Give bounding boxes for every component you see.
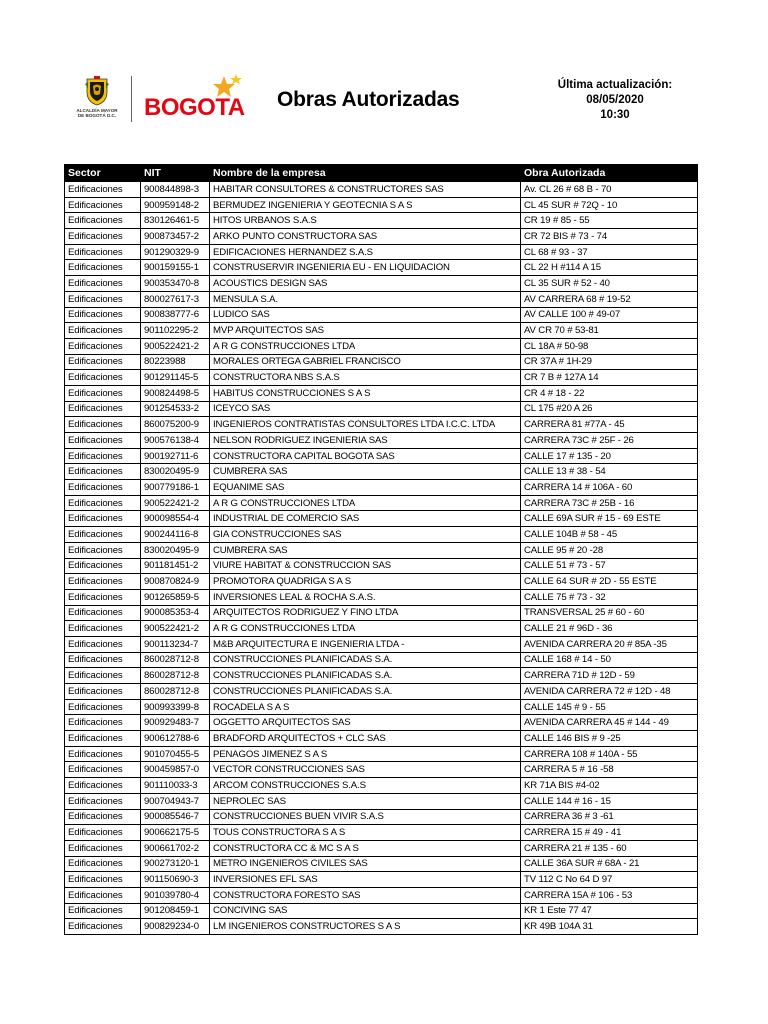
authorized-work-cell: CL 35 SUR # 52 - 40 (521, 276, 698, 292)
bogota-wordmark: BOGOTA (144, 94, 245, 121)
company-name-cell: METRO INGENIEROS CIVILES SAS (210, 856, 521, 872)
company-name-cell: CONSTRUCCIONES BUEN VIVIR S.A.S (210, 809, 521, 825)
nit-cell: 830126461-5 (141, 213, 210, 229)
nit-cell: 901110033-3 (141, 778, 210, 794)
authorized-work-cell: CL 18A # 50-98 (521, 338, 698, 354)
sector-cell: Edificaciones (65, 636, 141, 652)
authorized-work-cell: CARRERA 71D # 12D - 59 (521, 668, 698, 684)
nit-cell: 900459857-0 (141, 762, 210, 778)
table-row (65, 731, 698, 747)
sector-cell: Edificaciones (65, 887, 141, 903)
sector-cell: Edificaciones (65, 385, 141, 401)
sector-cell: Edificaciones (65, 919, 141, 935)
nit-cell: 901070455-5 (141, 746, 210, 762)
nit-cell: 900159155-1 (141, 260, 210, 276)
company-name-cell: EDIFICACIONES HERNANDEZ S.A.S (210, 244, 521, 260)
table-row (65, 684, 698, 700)
company-name-cell: LUDICO SAS (210, 307, 521, 323)
nit-cell: 900522421-2 (141, 621, 210, 637)
company-name-cell: CONSTRUCCIONES PLANIFICADAS S.A. (210, 652, 521, 668)
sector-cell: Edificaciones (65, 825, 141, 841)
company-name-cell: ARCOM CONSTRUCCIONES S.A.S (210, 778, 521, 794)
authorized-work-cell: TRANSVERSAL 25 # 60 - 60 (521, 605, 698, 621)
sector-cell: Edificaciones (65, 260, 141, 276)
authorized-work-cell: CARRERA 73C # 25B - 16 (521, 495, 698, 511)
company-name-cell: INVERSIONES LEAL & ROCHA S.A.S. (210, 589, 521, 605)
sector-cell: Edificaciones (65, 778, 141, 794)
table-row (65, 370, 698, 386)
nit-cell: 860028712-8 (141, 652, 210, 668)
sector-cell: Edificaciones (65, 338, 141, 354)
authorized-work-cell: CARRERA 81 #77A - 45 (521, 417, 698, 433)
authorized-work-cell: CARRERA 15A # 106 - 53 (521, 887, 698, 903)
authorized-work-cell: KR 49B 104A 31 (521, 919, 698, 935)
document-header (0, 0, 768, 160)
table-row (65, 621, 698, 637)
table-row (65, 480, 698, 496)
company-name-cell: MENSULA S.A. (210, 291, 521, 307)
nit-cell: 900576138-4 (141, 433, 210, 449)
nit-cell: 900085353-4 (141, 605, 210, 621)
table-row (65, 825, 698, 841)
authorized-work-cell: CALLE 13 # 38 - 54 (521, 464, 698, 480)
bogota-logo (144, 74, 245, 124)
sector-cell: Edificaciones (65, 746, 141, 762)
company-name-cell: TOUS CONSTRUCTORA S A S (210, 825, 521, 841)
table-row (65, 229, 698, 245)
company-name-cell: HABITAR CONSULTORES & CONSTRUCTORES SAS (210, 182, 521, 198)
authorized-work-cell: Av. CL 26 # 68 B - 70 (521, 182, 698, 198)
table-row (65, 417, 698, 433)
company-name-cell: PENAGOS JIMENEZ S A S (210, 746, 521, 762)
authorized-work-cell: CALLE 51 # 73 - 57 (521, 558, 698, 574)
nit-cell: 900838777-6 (141, 307, 210, 323)
authorized-work-cell: CALLE 146 BIS # 9 -25 (521, 731, 698, 747)
table-row (65, 354, 698, 370)
table-row (65, 464, 698, 480)
sector-cell: Edificaciones (65, 448, 141, 464)
company-name-cell: A R G CONSTRUCCIONES LTDA (210, 338, 521, 354)
sector-cell: Edificaciones (65, 417, 141, 433)
sector-cell: Edificaciones (65, 652, 141, 668)
nit-cell: 901208459-1 (141, 903, 210, 919)
authorized-work-cell: CL 68 # 93 - 37 (521, 244, 698, 260)
authorized-work-cell: CR 37A # 1H-29 (521, 354, 698, 370)
table-row (65, 919, 698, 935)
company-name-cell: HITOS URBANOS S.A.S (210, 213, 521, 229)
logo-divider (131, 76, 132, 122)
nit-cell: 900522421-2 (141, 495, 210, 511)
nit-cell: 860075200-9 (141, 417, 210, 433)
company-name-cell: VIURE HABITAT & CONSTRUCCION SAS (210, 558, 521, 574)
table-row (65, 527, 698, 543)
table-row (65, 872, 698, 888)
sector-cell: Edificaciones (65, 699, 141, 715)
table-row (65, 605, 698, 621)
nit-cell: 900353470-8 (141, 276, 210, 292)
sector-cell: Edificaciones (65, 621, 141, 637)
table-row (65, 244, 698, 260)
company-name-cell: ICEYCO SAS (210, 401, 521, 417)
nit-cell: 900522421-2 (141, 338, 210, 354)
authorized-work-cell: CALLE 64 SUR # 2D - 55 ESTE (521, 574, 698, 590)
nit-cell: 800027617-3 (141, 291, 210, 307)
company-name-cell: INGENIEROS CONTRATISTAS CONSULTORES LTDA I.C.C. LTDA (210, 417, 521, 433)
sector-cell: Edificaciones (65, 511, 141, 527)
nit-cell: 900244116-8 (141, 527, 210, 543)
company-name-cell: M&B ARQUITECTURA E INGENIERIA LTDA - (210, 636, 521, 652)
column-header-nombre: Nombre de la empresa (210, 165, 521, 182)
table-row (65, 636, 698, 652)
authorized-work-cell: CR 72 BIS # 73 - 74 (521, 229, 698, 245)
table-row (65, 793, 698, 809)
company-name-cell: NEPROLEC SAS (210, 793, 521, 809)
authorized-work-cell: CL 45 SUR # 72Q - 10 (521, 197, 698, 213)
authorized-work-cell: AV CALLE 100 # 49-07 (521, 307, 698, 323)
sector-cell: Edificaciones (65, 668, 141, 684)
nit-cell: 900612788-6 (141, 731, 210, 747)
sector-cell: Edificaciones (65, 244, 141, 260)
company-name-cell: CONSTRUCTORA CAPITAL BOGOTA SAS (210, 448, 521, 464)
sector-cell: Edificaciones (65, 197, 141, 213)
authorized-work-cell: CARRERA 15 # 49 - 41 (521, 825, 698, 841)
company-name-cell: CONSTRUCTORA FORESTO SAS (210, 887, 521, 903)
alcaldia-text: ALCALDÍA MAYOR DE BOGOTÁ D.C. (76, 108, 118, 119)
company-name-cell: NELSON RODRIGUEZ INGENIERIA SAS (210, 433, 521, 449)
nit-cell: 900993399-8 (141, 699, 210, 715)
company-name-cell: HABITUS CONSTRUCCIONES S A S (210, 385, 521, 401)
table-body (65, 182, 698, 935)
table-row (65, 574, 698, 590)
nit-cell: 900844898-3 (141, 182, 210, 198)
table-row (65, 213, 698, 229)
company-name-cell: INDUSTRIAL DE COMERCIO SAS (210, 511, 521, 527)
column-header-sector: Sector (65, 165, 141, 182)
update-time: 10:30 (600, 109, 630, 121)
table-row (65, 511, 698, 527)
sector-cell: Edificaciones (65, 574, 141, 590)
authorized-work-cell: CARRERA 5 # 16 -58 (521, 762, 698, 778)
sector-cell: Edificaciones (65, 229, 141, 245)
authorized-work-cell: CALLE 21 # 96D - 36 (521, 621, 698, 637)
company-name-cell: BERMUDEZ INGENIERIA Y GEOTECNIA S A S (210, 197, 521, 213)
company-name-cell: OGGETTO ARQUITECTOS SAS (210, 715, 521, 731)
table-row (65, 542, 698, 558)
company-name-cell: A R G CONSTRUCCIONES LTDA (210, 495, 521, 511)
authorized-work-cell: CALLE 69A SUR # 15 - 69 ESTE (521, 511, 698, 527)
authorized-work-cell: CALLE 95 # 20 -28 (521, 542, 698, 558)
company-name-cell: PROMOTORA QUADRIGA S A S (210, 574, 521, 590)
table-row (65, 589, 698, 605)
authorized-work-cell: CALLE 17 # 135 - 20 (521, 448, 698, 464)
sector-cell: Edificaciones (65, 903, 141, 919)
company-name-cell: CONSTRUSERVIR INGENIERIA EU - EN LIQUIDACION (210, 260, 521, 276)
nit-cell: 900959148-2 (141, 197, 210, 213)
company-name-cell: CONSTRUCCIONES PLANIFICADAS S.A. (210, 684, 521, 700)
table-row (65, 260, 698, 276)
nit-cell: 900704943-7 (141, 793, 210, 809)
sector-cell: Edificaciones (65, 213, 141, 229)
company-name-cell: CUMBRERA SAS (210, 542, 521, 558)
authorized-work-cell: CL 22 H #114 A 15 (521, 260, 698, 276)
authorized-work-cell: AV CARRERA 68 # 19-52 (521, 291, 698, 307)
authorized-work-cell: AV CR 70 # 53-81 (521, 323, 698, 339)
update-label: Última actualización: (557, 79, 673, 91)
company-name-cell: GIA CONSTRUCCIONES SAS (210, 527, 521, 543)
nit-cell: 900824498-5 (141, 385, 210, 401)
column-header-obra: Obra Autorizada (521, 165, 698, 182)
nit-cell: 900085546-7 (141, 809, 210, 825)
sector-cell: Edificaciones (65, 276, 141, 292)
table-row (65, 323, 698, 339)
sector-cell: Edificaciones (65, 605, 141, 621)
company-name-cell: CONCIVING SAS (210, 903, 521, 919)
company-name-cell: MVP ARQUITECTOS SAS (210, 323, 521, 339)
sector-cell: Edificaciones (65, 542, 141, 558)
table-row (65, 197, 698, 213)
sector-cell: Edificaciones (65, 589, 141, 605)
company-name-cell: ARKO PUNTO CONSTRUCTORA SAS (210, 229, 521, 245)
table-row (65, 887, 698, 903)
nit-cell: 900662175-5 (141, 825, 210, 841)
table-row (65, 652, 698, 668)
nit-cell: 900870824-9 (141, 574, 210, 590)
nit-cell: 80223988 (141, 354, 210, 370)
nit-cell: 901254533-2 (141, 401, 210, 417)
authorized-work-cell: CARRERA 36 # 3 -61 (521, 809, 698, 825)
table-row (65, 778, 698, 794)
authorized-work-cell: CARRERA 108 # 140A - 55 (521, 746, 698, 762)
authorized-work-cell: CARRERA 21 # 135 - 60 (521, 840, 698, 856)
table-row (65, 433, 698, 449)
company-name-cell: CUMBRERA SAS (210, 464, 521, 480)
sector-cell: Edificaciones (65, 354, 141, 370)
authorized-work-cell: CR 4 # 18 - 22 (521, 385, 698, 401)
nit-cell: 860028712-8 (141, 668, 210, 684)
nit-cell: 900113234-7 (141, 636, 210, 652)
authorized-work-cell: TV 112 C No 64 D 97 (521, 872, 698, 888)
company-name-cell: ROCADELA S A S (210, 699, 521, 715)
table-row (65, 401, 698, 417)
authorized-work-cell: KR 1 Este 77 47 (521, 903, 698, 919)
nit-cell: 900192711-6 (141, 448, 210, 464)
authorized-work-cell: KR 71A BIS #4-02 (521, 778, 698, 794)
table-row (65, 307, 698, 323)
company-name-cell: EQUANIME SAS (210, 480, 521, 496)
table-row (65, 495, 698, 511)
authorized-work-cell: CARRERA 73C # 25F - 26 (521, 433, 698, 449)
table-row (65, 338, 698, 354)
sector-cell: Edificaciones (65, 480, 141, 496)
nit-cell: 901291145-5 (141, 370, 210, 386)
obras-autorizadas-table (64, 164, 698, 935)
authorized-work-cell: CALLE 104B # 58 - 45 (521, 527, 698, 543)
alcaldia-mayor-logo (70, 76, 124, 124)
sector-cell: Edificaciones (65, 307, 141, 323)
nit-cell: 901290329-9 (141, 244, 210, 260)
company-name-cell: A R G CONSTRUCCIONES LTDA (210, 621, 521, 637)
authorized-work-cell: CARRERA 14 # 106A - 60 (521, 480, 698, 496)
authorized-work-cell: AVENIDA CARRERA 72 # 12D - 48 (521, 684, 698, 700)
sector-cell: Edificaciones (65, 182, 141, 198)
company-name-cell: LM INGENIEROS CONSTRUCTORES S A S (210, 919, 521, 935)
table-row (65, 746, 698, 762)
table-row (65, 291, 698, 307)
company-name-cell: CONSTRUCTORA CC & MC S A S (210, 840, 521, 856)
sector-cell: Edificaciones (65, 558, 141, 574)
company-name-cell: INVERSIONES EFL SAS (210, 872, 521, 888)
nit-cell: 900779186-1 (141, 480, 210, 496)
table-row (65, 182, 698, 198)
update-date: 08/05/2020 (586, 94, 644, 106)
nit-cell: 900873457-2 (141, 229, 210, 245)
sector-cell: Edificaciones (65, 527, 141, 543)
authorized-work-cell: CALLE 36A SUR # 68A - 21 (521, 856, 698, 872)
column-header-nit: NIT (141, 165, 210, 182)
sector-cell: Edificaciones (65, 840, 141, 856)
nit-cell: 860028712-8 (141, 684, 210, 700)
table-row (65, 856, 698, 872)
authorized-work-cell: CALLE 75 # 73 - 32 (521, 589, 698, 605)
table-row (65, 448, 698, 464)
sector-cell: Edificaciones (65, 793, 141, 809)
nit-cell: 900661702-2 (141, 840, 210, 856)
table-row (65, 558, 698, 574)
table-row (65, 762, 698, 778)
authorized-work-cell: CALLE 168 # 14 - 50 (521, 652, 698, 668)
sector-cell: Edificaciones (65, 401, 141, 417)
sector-cell: Edificaciones (65, 731, 141, 747)
sector-cell: Edificaciones (65, 715, 141, 731)
sector-cell: Edificaciones (65, 464, 141, 480)
authorized-work-cell: AVENIDA CARRERA 45 # 144 - 49 (521, 715, 698, 731)
sector-cell: Edificaciones (65, 856, 141, 872)
company-name-cell: CONSTRUCCIONES PLANIFICADAS S.A. (210, 668, 521, 684)
nit-cell: 901039780-4 (141, 887, 210, 903)
coat-of-arms-icon (84, 76, 110, 106)
authorized-work-cell: CR 19 # 85 - 55 (521, 213, 698, 229)
nit-cell: 901181451-2 (141, 558, 210, 574)
table-row (65, 903, 698, 919)
table-row (65, 699, 698, 715)
table-row (65, 809, 698, 825)
sector-cell: Edificaciones (65, 323, 141, 339)
authorized-work-cell: AVENIDA CARRERA 20 # 85A -35 (521, 636, 698, 652)
nit-cell: 901150690-3 (141, 872, 210, 888)
authorized-work-cell: CALLE 144 # 16 - 15 (521, 793, 698, 809)
table-row (65, 715, 698, 731)
table-row (65, 840, 698, 856)
company-name-cell: ACOUSTICS DESIGN SAS (210, 276, 521, 292)
page-title: Obras Autorizadas (277, 88, 460, 111)
company-name-cell: BRADFORD ARQUITECTOS + CLC SAS (210, 731, 521, 747)
sector-cell: Edificaciones (65, 872, 141, 888)
company-name-cell: ARQUITECTOS RODRIGUEZ Y FINO LTDA (210, 605, 521, 621)
sector-cell: Edificaciones (65, 370, 141, 386)
table-header-row (65, 165, 698, 182)
nit-cell: 900273120-1 (141, 856, 210, 872)
last-update-block (540, 78, 690, 123)
company-name-cell: MORALES ORTEGA GABRIEL FRANCISCO (210, 354, 521, 370)
nit-cell: 900098554-4 (141, 511, 210, 527)
sector-cell: Edificaciones (65, 291, 141, 307)
table-row (65, 276, 698, 292)
table-row (65, 668, 698, 684)
nit-cell: 901265859-5 (141, 589, 210, 605)
company-name-cell: VECTOR CONSTRUCCIONES SAS (210, 762, 521, 778)
sector-cell: Edificaciones (65, 684, 141, 700)
nit-cell: 900829234-0 (141, 919, 210, 935)
nit-cell: 901102295-2 (141, 323, 210, 339)
table-row (65, 385, 698, 401)
nit-cell: 900929483-7 (141, 715, 210, 731)
sector-cell: Edificaciones (65, 433, 141, 449)
authorized-work-cell: CL 175 #20 A 26 (521, 401, 698, 417)
company-name-cell: CONSTRUCTORA NBS S.A.S (210, 370, 521, 386)
authorized-work-cell: CALLE 145 # 9 - 55 (521, 699, 698, 715)
sector-cell: Edificaciones (65, 495, 141, 511)
sector-cell: Edificaciones (65, 809, 141, 825)
nit-cell: 830020495-9 (141, 542, 210, 558)
sector-cell: Edificaciones (65, 762, 141, 778)
authorized-work-cell: CR 7 B # 127A 14 (521, 370, 698, 386)
nit-cell: 830020495-9 (141, 464, 210, 480)
